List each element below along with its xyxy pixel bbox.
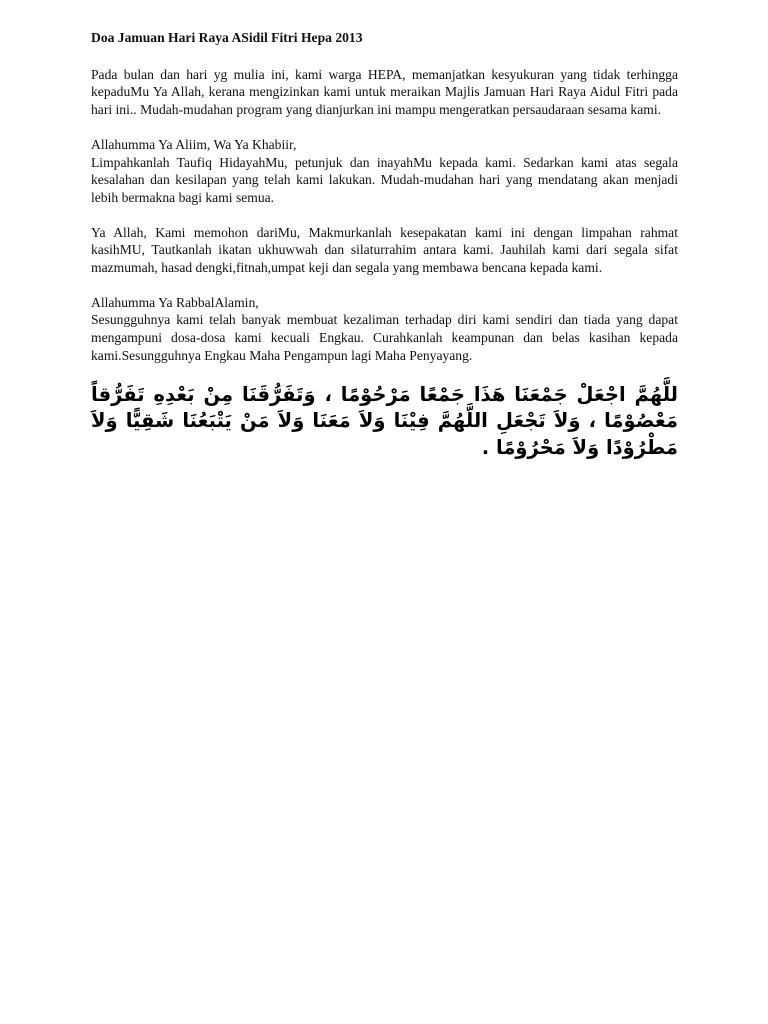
paragraph-keampunan-heading: Allahumma Ya RabbalAlamin,	[91, 294, 259, 310]
arabic-prayer-text: للَّهُمَّ اجْعَلْ جَمْعَنَا هَذَا جَمْعًا مَرْحُوْمًا ، وَتَفَرُّقَنَا مِنْ بَعْدِهِ تَفَرُّقاً مَعْصُوْمًا ، وَلاَ تَجْعَلِ اللَّهُمَّ فِيْنَا وَلاَ مَعَنَا وَلاَ مَنْ يَتْبَعُنَا شَقِيًّا وَلاَ مَطْرُوْدًا وَلاَ مَحْرُوْمًا .	[91, 382, 678, 459]
document-body	[91, 29, 678, 461]
paragraph-taufiq	[91, 136, 678, 207]
paragraph-keampunan	[91, 294, 678, 365]
paragraph-ukhuwwah: Ya Allah, Kami memohon dariMu, Makmurkanlah kesepakatan kami ini dengan limpahan rahmat kasihMU, Tautkanlah ikatan ukhuwwah dan silaturrahim antara kami. Jauhilah kami dari segala sifat mazmumah, hasad dengki,fitnah,umpat keji dan segala yang membawa bencana kepada kami.	[91, 224, 678, 276]
paragraph-opening: Pada bulan dan hari yg mulia ini, kami warga HEPA, memanjatkan kesyukuran yang tidak terhingga kepaduMu Ya Allah, kerana mengizinkan kami untuk meraikan Majlis Jamuan Hari Raya Aidul Fitri pada hari ini.. Mudah-mudahan program yang dianjurkan ini mampu mengeratkan persaudaraan sesama kami.	[91, 66, 678, 118]
paragraph-taufiq-body: Limpahkanlah Taufiq HidayahMu, petunjuk dan inayahMu kepada kami. Sedarkan kami atas segala kesalahan dan kesilapan yang telah kami lakukan. Mudah-mudahan hari yang mendatang akan menjadi lebih bermakna bagi kami semua.	[91, 154, 678, 205]
paragraph-taufiq-heading: Allahumma Ya Aliim, Wa Ya Khabiir,	[91, 136, 297, 152]
document-title: Doa Jamuan Hari Raya ASidil Fitri Hepa 2013	[91, 30, 363, 45]
paragraph-keampunan-body: Sesungguhnya kami telah banyak membuat kezaliman terhadap diri kami sendiri dan tiada yang dapat mengampuni dosa-dosa kami kecuali Engkau. Curahkanlah keampunan dan belas kasihan kepada kami.Sesungguhnya Engkau Maha Pengampun lagi Maha Penyayang.	[91, 312, 678, 363]
